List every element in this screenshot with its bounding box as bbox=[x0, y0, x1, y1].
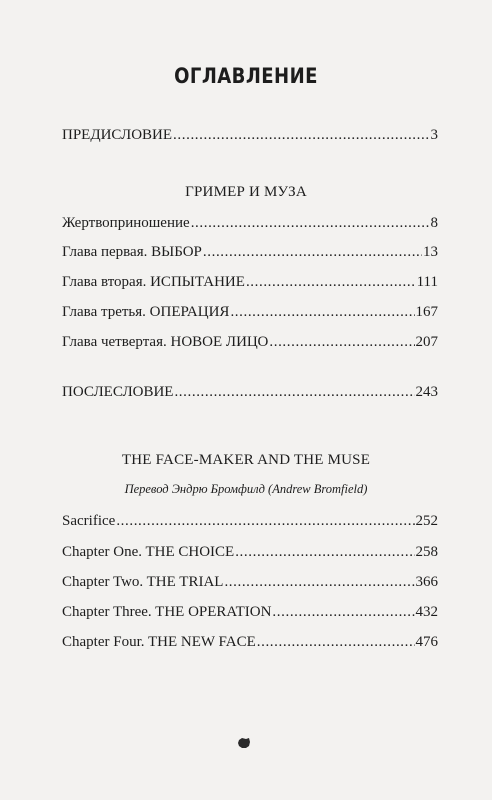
toc-entry[interactable] bbox=[62, 543, 438, 561]
dot-leader bbox=[116, 512, 414, 530]
toc-entry-page: 13 bbox=[423, 244, 438, 260]
toc-entry[interactable] bbox=[62, 633, 438, 651]
toc-entry-afterword[interactable] bbox=[62, 383, 438, 401]
dark-blot-icon bbox=[237, 737, 251, 749]
toc-entry-label: Глава третья. ОПЕРАЦИЯ bbox=[62, 304, 230, 320]
dot-leader bbox=[235, 543, 414, 561]
toc-entry-page: 476 bbox=[415, 634, 438, 650]
toc-entry-label: Chapter Two. THE TRIAL bbox=[62, 574, 224, 590]
translator-credit: Перевод Эндрю Бромфилд (Andrew Bromfield) bbox=[124, 482, 368, 496]
dot-leader bbox=[230, 303, 414, 321]
toc-entry-preface[interactable] bbox=[62, 126, 438, 144]
dot-leader bbox=[272, 603, 414, 621]
toc-entry-label: ПОСЛЕСЛОВИЕ bbox=[62, 384, 174, 400]
toc-entry-label: Sacrifice bbox=[62, 513, 116, 529]
toc-entry-label: Chapter Three. THE OPERATION bbox=[62, 604, 272, 620]
dot-leader bbox=[269, 333, 414, 351]
toc-entry-page: 3 bbox=[430, 127, 438, 143]
toc-entry-page: 207 bbox=[415, 334, 438, 350]
toc-title: ОГЛАВЛЕНИЕ bbox=[174, 64, 318, 88]
toc-entry[interactable] bbox=[62, 243, 438, 261]
toc-entry-page: 8 bbox=[430, 215, 438, 231]
toc-entry[interactable] bbox=[62, 273, 438, 291]
dot-leader bbox=[257, 633, 415, 651]
toc-entry[interactable] bbox=[62, 214, 438, 232]
toc-entry-page: 111 bbox=[416, 274, 438, 290]
part-two-title: THE FACE-MAKER AND THE MUSE bbox=[121, 452, 371, 468]
dot-leader bbox=[203, 243, 422, 261]
toc-entry[interactable] bbox=[62, 573, 438, 591]
toc-entry-page: 167 bbox=[415, 304, 438, 320]
dot-leader bbox=[191, 214, 430, 232]
toc-entry[interactable] bbox=[62, 603, 438, 621]
part-one-title: ГРИМЕР И МУЗА bbox=[185, 184, 307, 200]
dot-leader bbox=[174, 383, 414, 401]
toc-entry[interactable] bbox=[62, 333, 438, 351]
toc-entry-label: Chapter Four. THE NEW FACE bbox=[62, 634, 256, 650]
dot-leader bbox=[246, 273, 416, 291]
toc-entry-label: Глава четвертая. НОВОЕ ЛИЦО bbox=[62, 334, 269, 350]
toc-entry-page: 366 bbox=[415, 574, 438, 590]
toc-entry[interactable] bbox=[62, 512, 438, 530]
toc-entry-page: 258 bbox=[415, 544, 438, 560]
dot-leader bbox=[173, 126, 429, 144]
toc-entry-label: Глава вторая. ИСПЫТАНИЕ bbox=[62, 274, 245, 290]
toc-entry-label: Глава первая. ВЫБОР bbox=[62, 244, 202, 260]
toc-entry-label: ПРЕДИСЛОВИЕ bbox=[62, 127, 173, 143]
toc-entry[interactable] bbox=[62, 303, 438, 321]
toc-entry-label: Chapter One. THE CHOICE bbox=[62, 544, 235, 560]
dot-leader bbox=[224, 573, 414, 591]
toc-entry-page: 252 bbox=[415, 513, 438, 529]
toc-entry-page: 432 bbox=[415, 604, 438, 620]
toc-entry-page: 243 bbox=[415, 384, 438, 400]
toc-entry-label: Жертвоприношение bbox=[62, 215, 190, 231]
